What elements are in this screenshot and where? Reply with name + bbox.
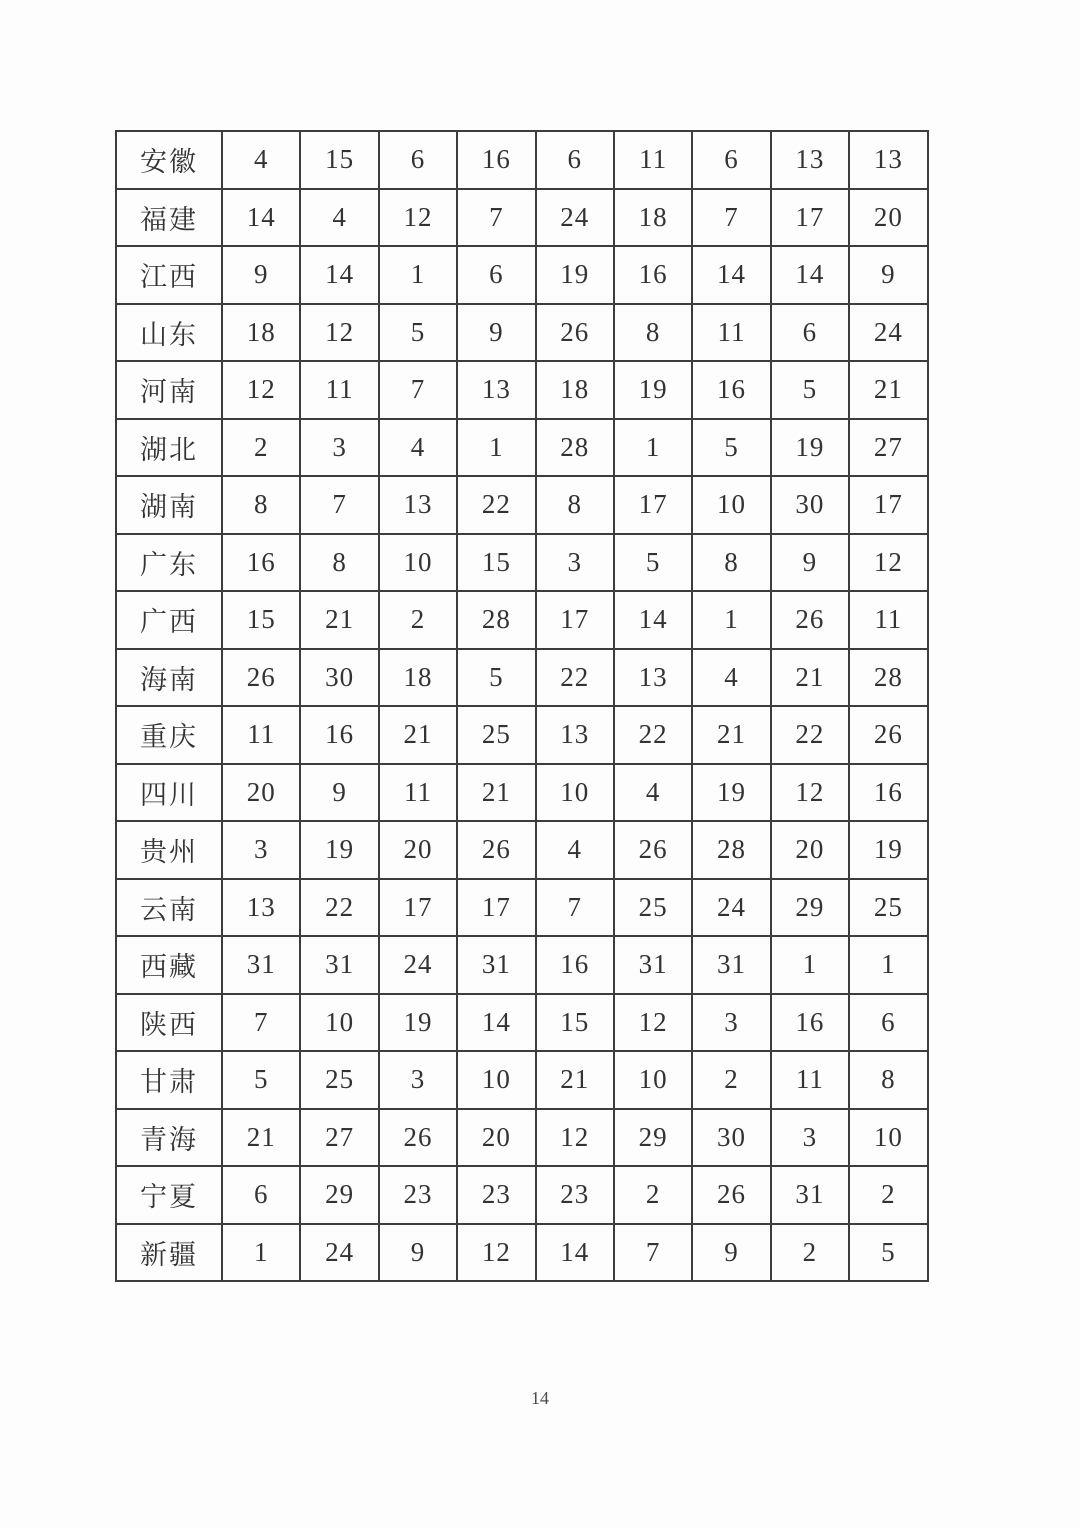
value-cell: 25 xyxy=(457,706,535,764)
value-cell: 19 xyxy=(849,821,927,879)
province-label: 陕西 xyxy=(116,994,222,1052)
value-cell: 16 xyxy=(457,131,535,189)
value-cell: 18 xyxy=(379,649,457,707)
value-cell: 19 xyxy=(614,361,692,419)
value-cell: 21 xyxy=(849,361,927,419)
value-cell: 3 xyxy=(379,1051,457,1109)
value-cell: 12 xyxy=(457,1224,535,1282)
value-cell: 13 xyxy=(849,131,927,189)
table-row xyxy=(116,361,928,419)
value-cell: 3 xyxy=(300,419,378,477)
value-cell: 15 xyxy=(536,994,614,1052)
value-cell: 9 xyxy=(379,1224,457,1282)
province-label: 广西 xyxy=(116,591,222,649)
value-cell: 12 xyxy=(614,994,692,1052)
table-row xyxy=(116,419,928,477)
value-cell: 9 xyxy=(849,246,927,304)
value-cell: 14 xyxy=(536,1224,614,1282)
value-cell: 29 xyxy=(614,1109,692,1167)
value-cell: 28 xyxy=(536,419,614,477)
table-row xyxy=(116,1166,928,1224)
value-cell: 21 xyxy=(771,649,849,707)
table-row xyxy=(116,821,928,879)
value-cell: 5 xyxy=(849,1224,927,1282)
value-cell: 16 xyxy=(222,534,300,592)
value-cell: 1 xyxy=(379,246,457,304)
table-row xyxy=(116,706,928,764)
value-cell: 18 xyxy=(222,304,300,362)
province-label: 青海 xyxy=(116,1109,222,1167)
value-cell: 10 xyxy=(536,764,614,822)
value-cell: 11 xyxy=(614,131,692,189)
value-cell: 4 xyxy=(379,419,457,477)
value-cell: 10 xyxy=(849,1109,927,1167)
province-label: 山东 xyxy=(116,304,222,362)
value-cell: 27 xyxy=(849,419,927,477)
value-cell: 17 xyxy=(457,879,535,937)
value-cell: 18 xyxy=(536,361,614,419)
province-label: 海南 xyxy=(116,649,222,707)
value-cell: 28 xyxy=(849,649,927,707)
value-cell: 21 xyxy=(536,1051,614,1109)
value-cell: 26 xyxy=(614,821,692,879)
value-cell: 17 xyxy=(614,476,692,534)
value-cell: 9 xyxy=(300,764,378,822)
value-cell: 15 xyxy=(222,591,300,649)
value-cell: 1 xyxy=(692,591,770,649)
value-cell: 26 xyxy=(771,591,849,649)
value-cell: 28 xyxy=(692,821,770,879)
value-cell: 24 xyxy=(300,1224,378,1282)
value-cell: 19 xyxy=(692,764,770,822)
value-cell: 27 xyxy=(300,1109,378,1167)
value-cell: 14 xyxy=(457,994,535,1052)
table-row xyxy=(116,591,928,649)
province-label: 河南 xyxy=(116,361,222,419)
value-cell: 16 xyxy=(692,361,770,419)
province-label: 新疆 xyxy=(116,1224,222,1282)
value-cell: 12 xyxy=(379,189,457,247)
value-cell: 30 xyxy=(771,476,849,534)
value-cell: 5 xyxy=(222,1051,300,1109)
value-cell: 31 xyxy=(222,936,300,994)
value-cell: 2 xyxy=(771,1224,849,1282)
value-cell: 23 xyxy=(536,1166,614,1224)
value-cell: 24 xyxy=(692,879,770,937)
value-cell: 1 xyxy=(457,419,535,477)
table-row xyxy=(116,131,928,189)
value-cell: 7 xyxy=(536,879,614,937)
province-label: 四川 xyxy=(116,764,222,822)
value-cell: 10 xyxy=(457,1051,535,1109)
province-label: 贵州 xyxy=(116,821,222,879)
value-cell: 21 xyxy=(222,1109,300,1167)
value-cell: 11 xyxy=(379,764,457,822)
value-cell: 16 xyxy=(771,994,849,1052)
value-cell: 6 xyxy=(222,1166,300,1224)
value-cell: 12 xyxy=(849,534,927,592)
value-cell: 25 xyxy=(849,879,927,937)
value-cell: 22 xyxy=(771,706,849,764)
value-cell: 11 xyxy=(692,304,770,362)
value-cell: 1 xyxy=(222,1224,300,1282)
value-cell: 3 xyxy=(536,534,614,592)
value-cell: 20 xyxy=(379,821,457,879)
value-cell: 12 xyxy=(771,764,849,822)
value-cell: 1 xyxy=(849,936,927,994)
value-cell: 6 xyxy=(849,994,927,1052)
value-cell: 21 xyxy=(379,706,457,764)
value-cell: 11 xyxy=(300,361,378,419)
value-cell: 28 xyxy=(457,591,535,649)
value-cell: 8 xyxy=(849,1051,927,1109)
value-cell: 13 xyxy=(379,476,457,534)
value-cell: 23 xyxy=(379,1166,457,1224)
value-cell: 26 xyxy=(692,1166,770,1224)
value-cell: 25 xyxy=(614,879,692,937)
value-cell: 19 xyxy=(379,994,457,1052)
province-data-table xyxy=(115,130,929,1282)
province-label: 广东 xyxy=(116,534,222,592)
value-cell: 8 xyxy=(536,476,614,534)
table-row xyxy=(116,879,928,937)
value-cell: 26 xyxy=(379,1109,457,1167)
value-cell: 16 xyxy=(614,246,692,304)
value-cell: 6 xyxy=(536,131,614,189)
value-cell: 11 xyxy=(849,591,927,649)
value-cell: 10 xyxy=(379,534,457,592)
table-row xyxy=(116,649,928,707)
table-row xyxy=(116,1109,928,1167)
value-cell: 7 xyxy=(457,189,535,247)
value-cell: 2 xyxy=(849,1166,927,1224)
value-cell: 2 xyxy=(614,1166,692,1224)
value-cell: 1 xyxy=(771,936,849,994)
page-number: 14 xyxy=(531,1388,549,1408)
value-cell: 12 xyxy=(222,361,300,419)
value-cell: 29 xyxy=(300,1166,378,1224)
value-cell: 8 xyxy=(222,476,300,534)
value-cell: 21 xyxy=(692,706,770,764)
value-cell: 11 xyxy=(771,1051,849,1109)
value-cell: 13 xyxy=(457,361,535,419)
table-row xyxy=(116,764,928,822)
value-cell: 13 xyxy=(614,649,692,707)
value-cell: 5 xyxy=(692,419,770,477)
value-cell: 17 xyxy=(849,476,927,534)
value-cell: 31 xyxy=(771,1166,849,1224)
value-cell: 7 xyxy=(614,1224,692,1282)
province-label: 湖南 xyxy=(116,476,222,534)
value-cell: 4 xyxy=(536,821,614,879)
value-cell: 1 xyxy=(614,419,692,477)
value-cell: 5 xyxy=(457,649,535,707)
table-row xyxy=(116,304,928,362)
table-row xyxy=(116,994,928,1052)
value-cell: 19 xyxy=(536,246,614,304)
province-label: 湖北 xyxy=(116,419,222,477)
value-cell: 2 xyxy=(222,419,300,477)
value-cell: 17 xyxy=(536,591,614,649)
value-cell: 26 xyxy=(536,304,614,362)
province-label: 云南 xyxy=(116,879,222,937)
value-cell: 26 xyxy=(457,821,535,879)
province-label: 甘肃 xyxy=(116,1051,222,1109)
value-cell: 10 xyxy=(614,1051,692,1109)
value-cell: 3 xyxy=(771,1109,849,1167)
value-cell: 22 xyxy=(614,706,692,764)
value-cell: 16 xyxy=(300,706,378,764)
value-cell: 19 xyxy=(300,821,378,879)
value-cell: 24 xyxy=(379,936,457,994)
value-cell: 14 xyxy=(614,591,692,649)
value-cell: 20 xyxy=(457,1109,535,1167)
value-cell: 7 xyxy=(300,476,378,534)
value-cell: 22 xyxy=(300,879,378,937)
value-cell: 21 xyxy=(300,591,378,649)
value-cell: 5 xyxy=(771,361,849,419)
value-cell: 14 xyxy=(771,246,849,304)
value-cell: 5 xyxy=(379,304,457,362)
value-cell: 19 xyxy=(771,419,849,477)
province-label: 宁夏 xyxy=(116,1166,222,1224)
table-row xyxy=(116,936,928,994)
value-cell: 24 xyxy=(849,304,927,362)
table-row xyxy=(116,1051,928,1109)
value-cell: 26 xyxy=(849,706,927,764)
value-cell: 3 xyxy=(692,994,770,1052)
value-cell: 14 xyxy=(300,246,378,304)
value-cell: 4 xyxy=(300,189,378,247)
value-cell: 4 xyxy=(614,764,692,822)
value-cell: 30 xyxy=(300,649,378,707)
value-cell: 22 xyxy=(536,649,614,707)
province-label: 江西 xyxy=(116,246,222,304)
value-cell: 26 xyxy=(222,649,300,707)
value-cell: 17 xyxy=(379,879,457,937)
value-cell: 7 xyxy=(222,994,300,1052)
value-cell: 31 xyxy=(614,936,692,994)
value-cell: 23 xyxy=(457,1166,535,1224)
value-cell: 5 xyxy=(614,534,692,592)
value-cell: 9 xyxy=(771,534,849,592)
value-cell: 25 xyxy=(300,1051,378,1109)
value-cell: 31 xyxy=(300,936,378,994)
value-cell: 9 xyxy=(692,1224,770,1282)
value-cell: 14 xyxy=(222,189,300,247)
table-row xyxy=(116,1224,928,1282)
value-cell: 2 xyxy=(379,591,457,649)
value-cell: 21 xyxy=(457,764,535,822)
value-cell: 13 xyxy=(536,706,614,764)
value-cell: 9 xyxy=(457,304,535,362)
value-cell: 20 xyxy=(849,189,927,247)
value-cell: 7 xyxy=(379,361,457,419)
value-cell: 13 xyxy=(222,879,300,937)
value-cell: 8 xyxy=(692,534,770,592)
value-cell: 6 xyxy=(771,304,849,362)
value-cell: 24 xyxy=(536,189,614,247)
table-row xyxy=(116,246,928,304)
value-cell: 10 xyxy=(692,476,770,534)
value-cell: 7 xyxy=(692,189,770,247)
value-cell: 2 xyxy=(692,1051,770,1109)
province-label: 安徽 xyxy=(116,131,222,189)
value-cell: 15 xyxy=(300,131,378,189)
value-cell: 6 xyxy=(692,131,770,189)
value-cell: 15 xyxy=(457,534,535,592)
value-cell: 16 xyxy=(849,764,927,822)
province-label: 重庆 xyxy=(116,706,222,764)
value-cell: 12 xyxy=(536,1109,614,1167)
value-cell: 8 xyxy=(614,304,692,362)
value-cell: 4 xyxy=(222,131,300,189)
value-cell: 6 xyxy=(457,246,535,304)
value-cell: 14 xyxy=(692,246,770,304)
value-cell: 16 xyxy=(536,936,614,994)
value-cell: 13 xyxy=(771,131,849,189)
value-cell: 4 xyxy=(692,649,770,707)
value-cell: 10 xyxy=(300,994,378,1052)
value-cell: 31 xyxy=(692,936,770,994)
table-row xyxy=(116,189,928,247)
value-cell: 22 xyxy=(457,476,535,534)
value-cell: 30 xyxy=(692,1109,770,1167)
value-cell: 31 xyxy=(457,936,535,994)
value-cell: 20 xyxy=(222,764,300,822)
value-cell: 20 xyxy=(771,821,849,879)
value-cell: 9 xyxy=(222,246,300,304)
province-label: 福建 xyxy=(116,189,222,247)
table-row xyxy=(116,534,928,592)
value-cell: 3 xyxy=(222,821,300,879)
value-cell: 29 xyxy=(771,879,849,937)
value-cell: 6 xyxy=(379,131,457,189)
value-cell: 12 xyxy=(300,304,378,362)
value-cell: 8 xyxy=(300,534,378,592)
value-cell: 18 xyxy=(614,189,692,247)
province-label: 西藏 xyxy=(116,936,222,994)
value-cell: 11 xyxy=(222,706,300,764)
table-row xyxy=(116,476,928,534)
value-cell: 17 xyxy=(771,189,849,247)
table-body xyxy=(116,131,928,1281)
